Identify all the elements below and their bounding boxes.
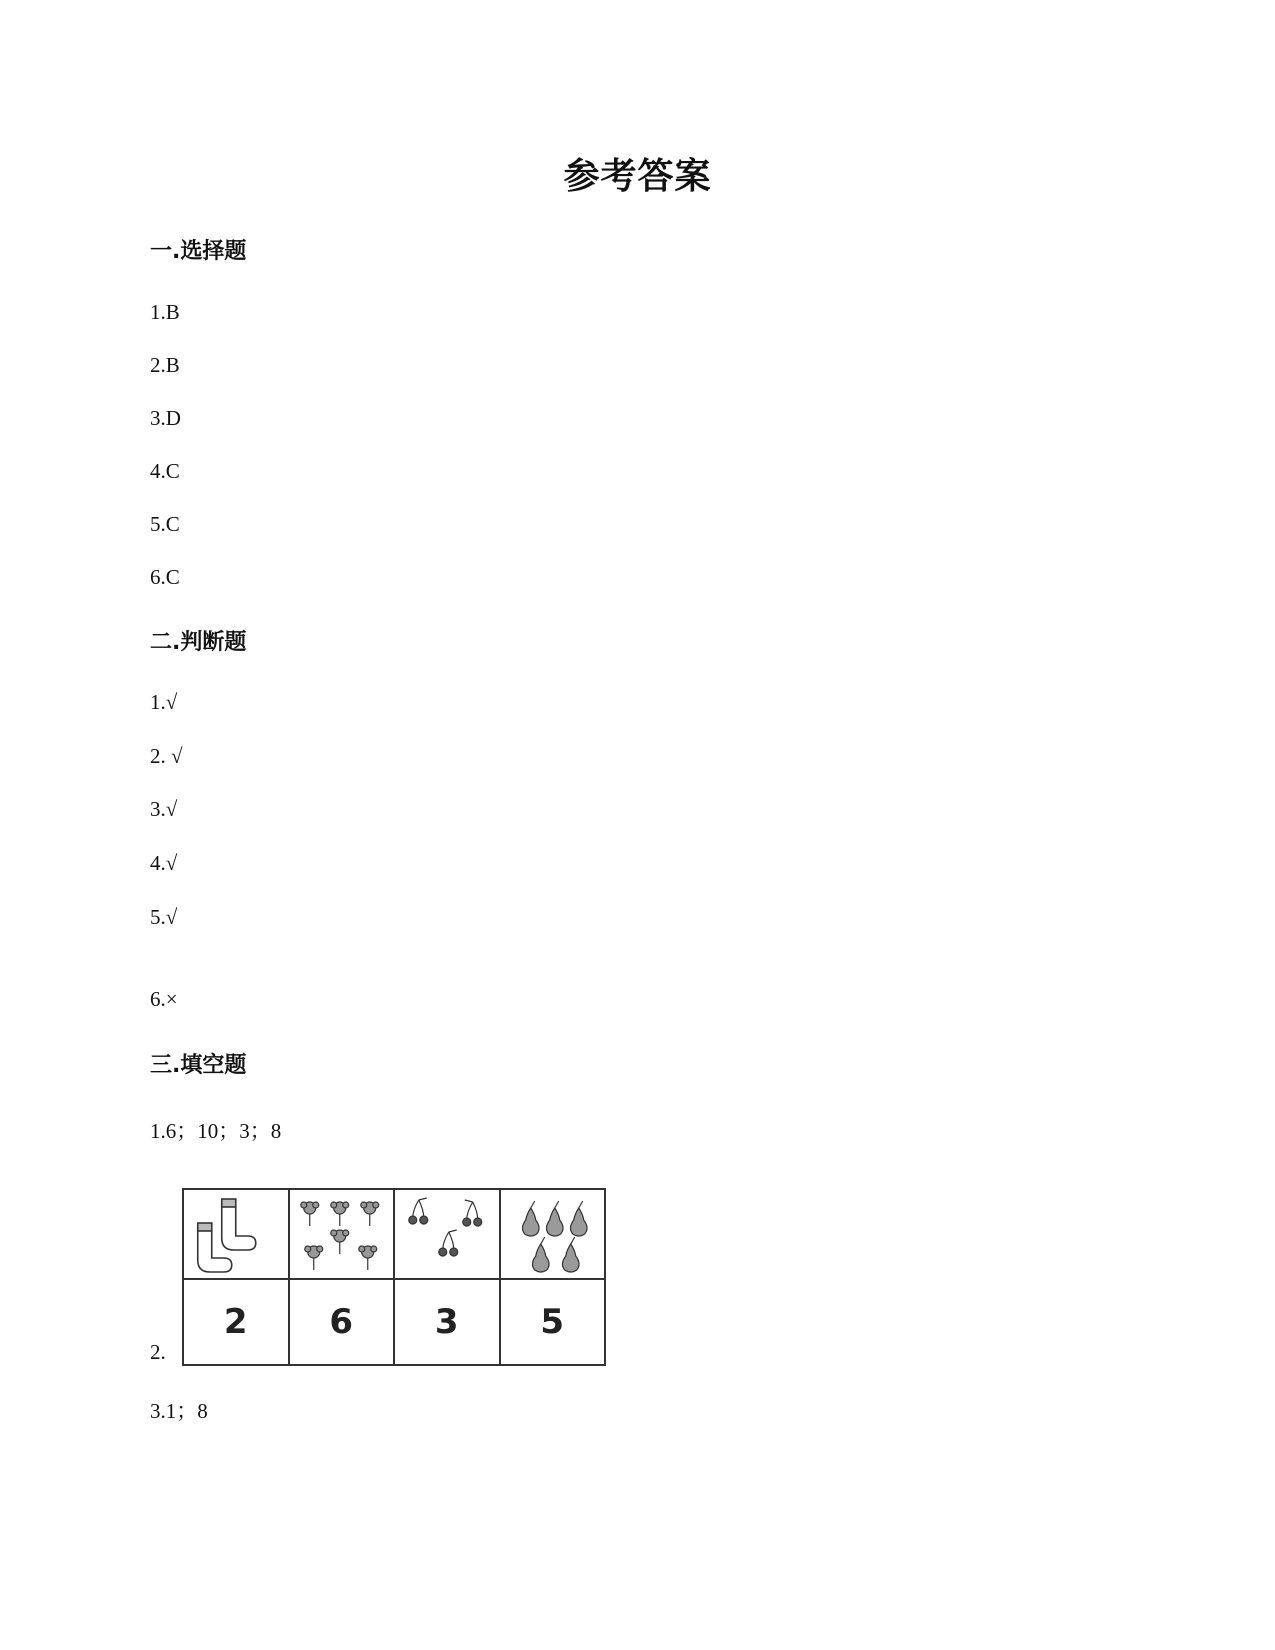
answer-item: 3.√ [150,797,178,821]
socks-icon [184,1190,288,1278]
section-heading-judgement: 二.判断题 [150,630,247,655]
section-heading-fill-blank: 三.填空题 [150,1053,247,1078]
answer-item: 5.C [150,512,180,536]
count-cell: 3 [394,1279,500,1365]
answer-item: 1.B [150,300,180,324]
answer-item: 3.1；8 [150,1399,208,1423]
picture-cell [394,1189,500,1279]
pears-icon [501,1190,605,1278]
answer-item: 1.√ [150,690,178,714]
page-title: 参考答案 [563,156,712,197]
count-cell: 2 [183,1279,289,1365]
picture-cell [500,1189,606,1279]
answer-item: 6.× [150,987,178,1011]
section-heading-choice: 一.选择题 [150,239,247,264]
cherries-icon [395,1190,499,1278]
picture-cell [289,1189,395,1279]
count-cell: 6 [289,1279,395,1365]
flowers-icon [290,1190,394,1278]
answer-item: 6.C [150,565,180,589]
picture-cell [183,1189,289,1279]
answer-item: 5.√ [150,905,178,929]
answer-item: 3.D [150,406,181,430]
answer-item: 2. √ [150,744,183,768]
answer-item: 2.B [150,353,180,377]
count-cell: 5 [500,1279,606,1365]
answer-item: 4.√ [150,851,178,875]
answer-item: 1.6；10；3；8 [150,1119,282,1143]
answer-item: 4.C [150,459,180,483]
counting-table [182,1188,606,1366]
answer-item: 2. [150,1340,166,1364]
